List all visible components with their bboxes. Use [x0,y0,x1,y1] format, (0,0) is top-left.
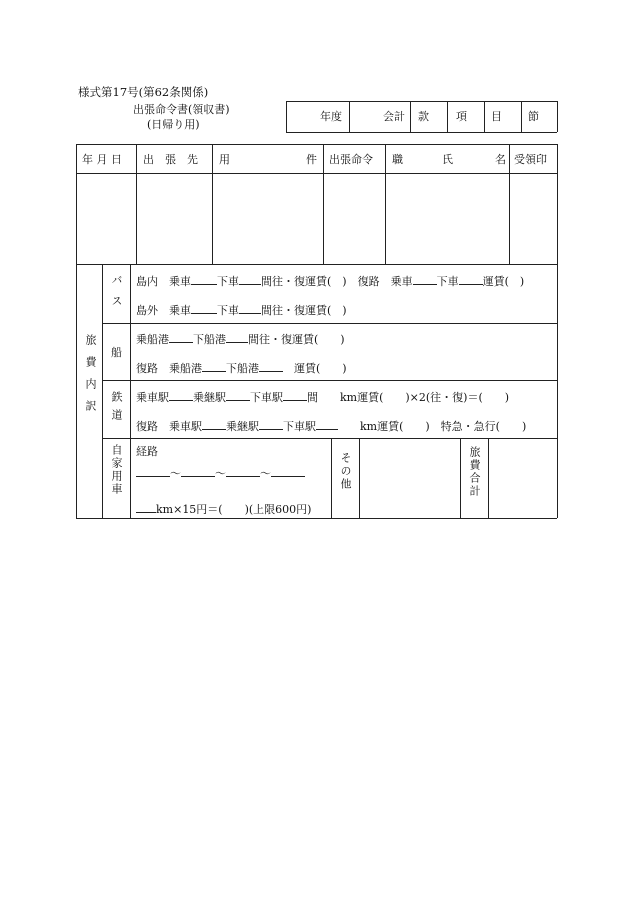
form-number: 様式第17号(第62条関係) [78,85,209,99]
rail-label: 鉄道 [110,391,123,427]
other-label: その他 [339,452,352,491]
account-kou: 項 [456,110,467,123]
col-title-a: 職 [392,153,403,166]
car-calc-line: km×15円＝( )(上限600円) [136,501,311,516]
ship-label: 船 [111,346,122,359]
rail-line-2: 復路 乗車駅 乗継駅 下車駅 km運賃( ) 特急・急行( ) [136,420,527,433]
col-order: 出張命令 [329,153,373,166]
expense-section-label: 旅費内訳 [84,334,97,422]
col-title-b: 氏 [442,153,453,166]
rail-line-1: 乗車駅 乗継駅 下車駅 間 km運賃( )×2(往・復)＝( ) [136,391,510,404]
col-purpose-a: 用 [219,153,230,166]
car-label: 自家用車 [110,444,123,496]
car-route-line: 〜 〜 〜 [136,465,305,480]
ship-line-1: 乗船港 下船港 間往・復運賃( ) [136,333,345,346]
col-purpose-b: 件 [306,153,317,166]
total-label: 旅費合計 [468,446,481,498]
col-destination: 出 張 先 [143,153,198,166]
account-kan: 款 [418,110,429,123]
account-moku: 目 [491,110,502,123]
ship-line-2: 復路 乗船港 下船港 運賃( ) [136,362,347,375]
col-seal: 受領印 [514,153,547,166]
account-nendo: 年度 [320,110,342,123]
form-title: 出張命令書(領収書) [133,103,230,116]
bus-line-1: 島内 乗車 下車 間往・復運賃( ) 復路 乗車 下車 運賃( ) [136,275,525,288]
form-subtitle: (日帰り用) [147,118,200,131]
col-title-c: 名 [495,153,506,166]
account-kaikei: 会計 [383,110,405,123]
account-setsu: 節 [528,110,539,123]
car-route-label: 経路 [136,445,158,458]
bus-label: バス [110,274,123,316]
bus-line-2: 島外 乗車 下車 間往・復運賃( ) [136,304,347,317]
col-date: 年 月 日 [82,153,122,166]
